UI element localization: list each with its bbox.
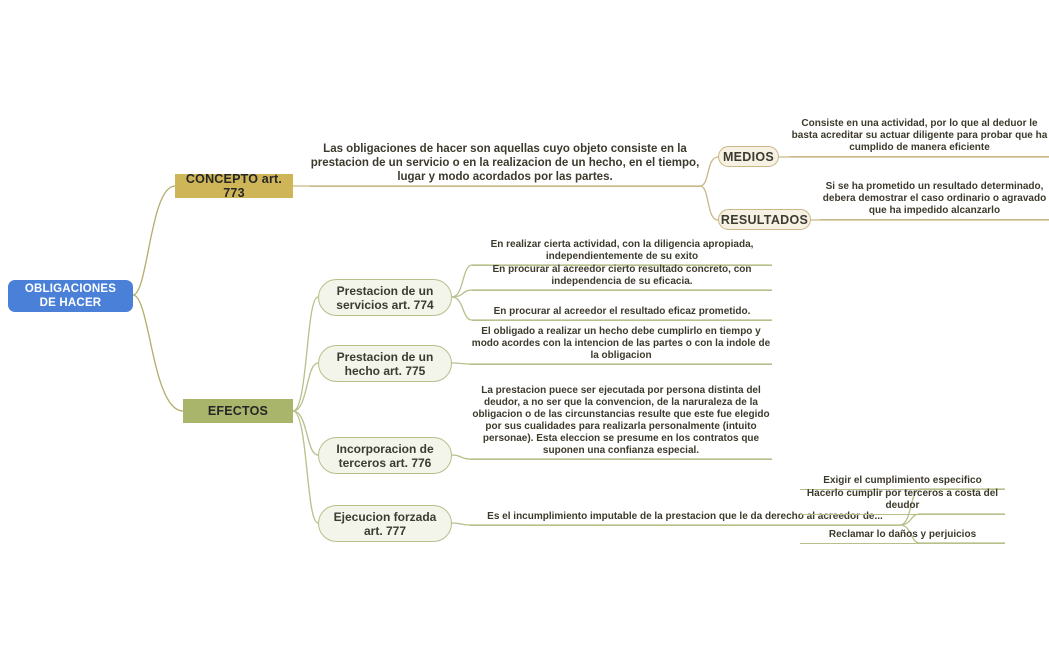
servicios-774-detail-1-text: En realizar cierta actividad, con la diligencia apropiada, independientemente de su exito	[490, 239, 754, 262]
branch-node-efectos[interactable]	[183, 399, 293, 423]
ejecucion-777-option-2	[800, 489, 1005, 515]
root-node-obligaciones-de-hacer[interactable]	[8, 280, 133, 312]
concepto-description	[310, 140, 700, 187]
node-prestacion-hecho-775-label: Prestacion de un hecho art. 775	[336, 349, 434, 378]
terceros-776-detail-1	[470, 383, 772, 460]
medios-detail	[790, 104, 1049, 157]
servicios-774-detail-2	[472, 265, 772, 291]
node-incorporacion-terceros-776-label: Incorporacion de terceros art. 776	[336, 441, 434, 470]
node-prestacion-servicios-774[interactable]	[318, 279, 452, 316]
resultados-detail	[820, 167, 1049, 220]
servicios-774-detail-3	[472, 303, 772, 321]
node-prestacion-hecho-775[interactable]	[318, 345, 452, 382]
branch-node-efectos-label: EFECTOS	[207, 404, 269, 418]
ejecucion-777-option-2-text: Hacerlo cumplir por terceros a costa del deudor	[806, 488, 999, 511]
node-resultados[interactable]	[718, 209, 811, 230]
servicios-774-detail-2-text: En procurar al acreedor cierto resultado concreto, con independencia de su eficacia.	[492, 264, 752, 287]
ejecucion-777-option-3	[800, 526, 1005, 544]
servicios-774-detail-3-text: En procurar al acreedor el resultado eficaz prometido.	[493, 306, 751, 317]
branch-node-concepto-label: CONCEPTO art. 773	[185, 172, 283, 200]
node-incorporacion-terceros-776[interactable]	[318, 437, 452, 474]
hecho-775-detail-1-text: El obligado a realizar un hecho debe cumplirlo en tiempo y modo acordes con la intencion de las partes o con la indole de la obligacion	[471, 326, 771, 361]
medios-detail-text: Consiste en una actividad, por lo que al deduor le basta acreditar su actuar diligente para probar que ha cumplido de manera eficiente	[791, 118, 1048, 153]
concepto-description-text: Las obligaciones de hacer son aquellas cuyo objeto consiste en la prestacion de un servicio o en la realizacion de un hecho, en el tiempo, lugar y modo acordados por las partes.	[310, 143, 700, 183]
ejecucion-777-detail-1-text: Es el incumplimiento imputable de la prestacion que le da derecho al acreedor de...	[487, 511, 883, 522]
ejecucion-777-option-1-text: Exigir el cumplimiento especifico	[823, 475, 982, 486]
terceros-776-detail-1-text: La prestacion puece ser ejecutada por persona distinta del deudor, a no ser que la convencion, de la naruraleza de la obligacion o de las circunstancias resulte que este fue elegido por sus cualidades para realizarla personalmente (intuito personae). Esta eleccion se presume en los contratos que suponen una confianza especial.	[472, 385, 770, 456]
node-medios[interactable]	[718, 146, 779, 167]
node-medios-label: MEDIOS	[722, 149, 775, 164]
node-prestacion-servicios-774-label: Prestacion de un servicios art. 774	[336, 283, 434, 312]
hecho-775-detail-1	[470, 326, 772, 365]
node-resultados-label: RESULTADOS	[720, 212, 809, 227]
resultados-detail-text: Si se ha prometido un resultado determinado, debera demostrar el caso ordinario o agravado que ha impedido alcanzarlo	[822, 181, 1047, 216]
node-ejecucion-forzada-777-label: Ejecucion forzada art. 777	[333, 509, 437, 538]
node-ejecucion-forzada-777[interactable]	[318, 505, 452, 542]
branch-node-concepto[interactable]	[175, 174, 293, 198]
root-node-label: OBLIGACIONES DE HACER	[24, 283, 117, 309]
servicios-774-detail-1	[472, 240, 772, 266]
ejecucion-777-option-3-text: Reclamar lo daños y perjuicios	[828, 529, 977, 540]
